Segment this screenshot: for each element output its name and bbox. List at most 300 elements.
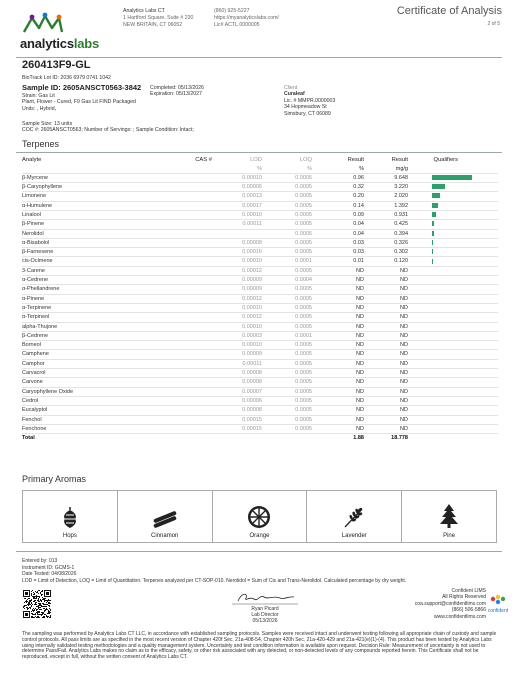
cas-cell: [140, 424, 212, 433]
lod-cell: 0.00012: [212, 313, 262, 322]
result-mg-cell: 2.020: [364, 192, 408, 201]
loq-cell: 0.0004: [262, 276, 312, 285]
entered-by: Entered by: 013: [22, 558, 58, 564]
lod-cell: [212, 229, 262, 238]
qualifier-cell: [408, 238, 498, 247]
aroma-label: Pine: [443, 533, 456, 539]
client-address2: Simsbury, CT 06089: [284, 110, 331, 117]
qualifier-cell: [408, 387, 498, 396]
result-mg-cell: 0.394: [364, 229, 408, 238]
logo-text-b: labs: [73, 36, 100, 51]
result-pct-cell: ND: [312, 294, 364, 303]
result-mg-cell: ND: [364, 396, 408, 405]
lod-cell: 0.00009: [212, 276, 262, 285]
loq-cell: 0.0005: [262, 369, 312, 378]
page-number: 2 of 5: [487, 21, 500, 27]
cas-cell: [140, 378, 212, 387]
table-row: [22, 396, 498, 405]
disclaimer: The sampling was performed by Analytics Labs CT LLC, in accordance with established sampling protocols. Samples were received intact and underwent testing following all appropriate chain of custody and sample control protocols. All pass limits are as specified in the most recent version of Chapter 420f Sec. 21a-408-54, Chapter 420h Sec. 21a-420-429 and 21a-421(e)(1)-(4). This product has been tested by Analytics Labs using internally validated testing methodologies and a quality management system. Uncertainty and test condition information is available upon request. Decision Rule: Measurement of uncertainty is not used to determine Pass/Fail. Analytics Labs makes no claim as to the efficacy, safety, or other risk associated with any detected, or non-detected levels of any compounds reported herein. This Certificate shall not be reproduced, except in full, without the written consent of Analytics Labs CT.: [22, 631, 497, 661]
loq-cell: 0.0005: [262, 266, 312, 275]
lab-address-block: [123, 8, 193, 29]
signature: [230, 590, 300, 605]
loq-cell: 0.0005: [262, 378, 312, 387]
lims-rights: All Rights Reserved: [442, 594, 486, 601]
loq-cell: 0.0005: [262, 424, 312, 433]
cinnamon-icon: [151, 507, 179, 529]
result-pct-cell: ND: [312, 313, 364, 322]
loq-cell: 0.0005: [262, 201, 312, 210]
table-row: [22, 313, 498, 322]
batch-id: 260413F9-GL: [22, 59, 91, 71]
analyte-cell: Camphor: [22, 359, 140, 368]
cas-cell: [140, 387, 212, 396]
result-mg-cell: ND: [364, 294, 408, 303]
col-loq: LOQ: [299, 157, 312, 163]
loq-cell: 0.0005: [262, 313, 312, 322]
result-mg-cell: ND: [364, 341, 408, 350]
aromas-panel: [22, 490, 497, 543]
lab-address2: NEW BRITAIN, CT 06052: [123, 22, 183, 28]
result-mg-cell: 0.120: [364, 257, 408, 266]
lod-cell: 0.00008: [212, 238, 262, 247]
analyte-cell: Carvone: [22, 378, 140, 387]
result-mg-cell: 0.326: [364, 238, 408, 247]
table-row: [22, 415, 498, 424]
analyte-cell: β-Myrcene: [22, 173, 140, 182]
result-mg-cell: 0.302: [364, 248, 408, 257]
table-row: [22, 378, 498, 387]
cas-cell: [140, 415, 212, 424]
total-label: Total: [22, 434, 140, 443]
lab-contact-block: [214, 8, 279, 29]
analyte-cell: β-Farnesene: [22, 248, 140, 257]
analyte-cell: alpha-Thujone: [22, 322, 140, 331]
sample-id: Sample ID: 2605ANSCT0563-3842: [22, 83, 142, 92]
analyte-cell: α-Cedrene: [22, 276, 140, 285]
aroma-lavender: [307, 491, 402, 542]
lod-cell: 0.00015: [212, 424, 262, 433]
qualifier-cell: [408, 201, 498, 210]
result-pct-cell: ND: [312, 341, 364, 350]
expiration-date: Expiration: 05/13/2027: [150, 91, 202, 98]
qualifier-cell: [408, 248, 498, 257]
unit-cell: %: [257, 165, 262, 172]
loq-cell: 0.0005: [262, 387, 312, 396]
cas-cell: [140, 406, 212, 415]
loq-cell: 0.0005: [262, 248, 312, 257]
lab-web[interactable]: https://myanalyticslabs.com/: [214, 15, 279, 21]
qualifier-cell: [408, 406, 498, 415]
aroma-label: Hops: [62, 533, 77, 539]
result-mg-cell: ND: [364, 387, 408, 396]
result-mg-cell: ND: [364, 424, 408, 433]
client-block: [284, 85, 335, 117]
result-bar: [432, 221, 434, 226]
col-lod: LOD: [250, 157, 262, 163]
qualifier-cell: [408, 229, 498, 238]
table-row: [22, 406, 498, 415]
result-bar: [432, 193, 440, 198]
analyte-cell: Fenchone: [22, 424, 140, 433]
result-pct-cell: ND: [312, 331, 364, 340]
empty-cell: [212, 434, 262, 443]
cas-cell: [140, 359, 212, 368]
result-bar: [432, 203, 438, 208]
lims-name: Confident LIMS: [451, 588, 486, 594]
loq-cell: 0.0005: [262, 210, 312, 219]
result-pct-cell: ND: [312, 359, 364, 368]
analyte-cell: Eucalyptol: [22, 406, 140, 415]
cas-cell: [140, 183, 212, 192]
client-address1: 34 Hopmeadow St: [284, 104, 327, 111]
qualifier-cell: [408, 350, 498, 359]
qualifier-cell: [408, 322, 498, 331]
loq-cell: 0.0005: [262, 396, 312, 405]
lavender-icon: [342, 505, 366, 529]
lod-cell: 0.00015: [212, 415, 262, 424]
empty-cell: [140, 434, 212, 443]
sample-meta: [22, 121, 194, 134]
cas-cell: [140, 313, 212, 322]
aroma-orange: [213, 491, 308, 542]
result-mg-cell: ND: [364, 406, 408, 415]
qualifier-cell: [408, 183, 498, 192]
lod-cell: 0.00006: [212, 396, 262, 405]
lab-address1: 1 Hartford Square, Suite # 230: [123, 15, 194, 21]
cas-cell: [140, 201, 212, 210]
cas-cell: [140, 322, 212, 331]
result-pct-cell: ND: [312, 322, 364, 331]
signer-block: [230, 606, 300, 624]
result-mg-cell: 0.931: [364, 210, 408, 219]
qualifier-cell: [408, 192, 498, 201]
result-pct-cell: 0.01: [312, 257, 364, 266]
cas-cell: [140, 396, 212, 405]
analyte-cell: Carvacrol: [22, 369, 140, 378]
loq-cell: 0.0005: [262, 406, 312, 415]
loq-cell: 0.0005: [262, 229, 312, 238]
analyte-cell: β-Pinene: [22, 220, 140, 229]
instrument-id: Instrument ID: GCMS-1: [22, 564, 75, 571]
client-name: Curaleaf: [284, 91, 305, 98]
loq-cell: 0.0005: [262, 192, 312, 201]
qr-code[interactable]: [22, 589, 52, 619]
lod-cell: 0.00008: [212, 369, 262, 378]
aroma-label: Orange: [249, 533, 270, 539]
result-pct-cell: 0.04: [312, 229, 364, 238]
lims-email[interactable]: coa.support@confidentlims.com: [414, 600, 486, 607]
dates-block: [150, 85, 204, 98]
cas-cell: [140, 238, 212, 247]
analyticslabs-logo: [20, 36, 99, 51]
table-row: [22, 192, 498, 201]
cas-cell: [140, 210, 212, 219]
table-header-row: [22, 157, 498, 165]
cas-cell: [140, 266, 212, 275]
qualifier-cell: [408, 210, 498, 219]
table-row: [22, 266, 498, 275]
cas-cell: [140, 220, 212, 229]
client-label: Client: [284, 85, 298, 91]
total-mg: 18.778: [364, 434, 408, 443]
lims-block: [378, 588, 486, 620]
cas-cell: [140, 350, 212, 359]
result-mg-cell: ND: [364, 415, 408, 424]
qualifier-cell: [408, 276, 498, 285]
total-row: [22, 434, 498, 443]
loq-cell: 0.0001: [262, 257, 312, 266]
result-mg-cell: ND: [364, 313, 408, 322]
result-pct-cell: ND: [312, 303, 364, 312]
result-pct-cell: ND: [312, 415, 364, 424]
lod-cell: 0.00010: [212, 341, 262, 350]
cas-cell: [140, 192, 212, 201]
result-pct-cell: ND: [312, 396, 364, 405]
cas-cell: [140, 331, 212, 340]
loq-cell: 0.0005: [262, 173, 312, 182]
footer-divider: [16, 551, 502, 552]
lims-phone: (866) 506-5866: [451, 607, 486, 614]
analyte-cell: Cedrol: [22, 396, 140, 405]
result-pct-cell: ND: [312, 276, 364, 285]
result-pct-cell: 0.04: [312, 220, 364, 229]
analyte-cell: α-Bisabolol: [22, 238, 140, 247]
table-row: [22, 322, 498, 331]
lab-phone: (860) 925-5227: [214, 8, 250, 14]
loq-cell: 0.0005: [262, 341, 312, 350]
table-row: [22, 369, 498, 378]
lod-cell: 0.00011: [212, 359, 262, 368]
unit-cell: [140, 165, 212, 174]
loq-cell: 0.0005: [262, 220, 312, 229]
analyte-cell: Fenchol: [22, 415, 140, 424]
result-pct-cell: ND: [312, 266, 364, 275]
coc-info: COC #: 2605ANSCT0563; Number of Servings: ; Sample Condition: Intact;: [22, 127, 194, 134]
analyte-cell: Borneol: [22, 341, 140, 350]
lod-cell: 0.00017: [212, 201, 262, 210]
unit-cell: [408, 165, 498, 174]
logo-text-a: analytics: [20, 36, 74, 51]
aroma-pine: [402, 491, 496, 542]
lod-cell: 0.00009: [212, 285, 262, 294]
qualifier-cell: [408, 415, 498, 424]
analyte-cell: Caryophyllene Oxide: [22, 387, 140, 396]
signer-title: Lab Director: [251, 612, 279, 618]
completed-date: Completed: 05/13/2026: [150, 85, 204, 91]
result-mg-cell: ND: [364, 369, 408, 378]
lab-name: Analytics Labs CT: [123, 8, 165, 14]
result-mg-cell: 1.392: [364, 201, 408, 210]
result-pct-cell: ND: [312, 387, 364, 396]
table-row: [22, 424, 498, 433]
analyte-cell: α-Humulene: [22, 201, 140, 210]
lod-cell: 0.00008: [212, 406, 262, 415]
lab-license: Lic# ACTL.0000005: [214, 22, 260, 28]
cas-cell: [140, 257, 212, 266]
result-bar: [432, 249, 433, 254]
lod-cell: 0.00010: [212, 257, 262, 266]
aroma-cinnamon: [118, 491, 213, 542]
total-pct: 1.88: [312, 434, 364, 443]
table-row: [22, 210, 498, 219]
cas-cell: [140, 248, 212, 257]
col-qualifiers: Qualifiers: [433, 157, 458, 163]
analyte-cell: cis-Ocimene: [22, 257, 140, 266]
loq-cell: 0.0005: [262, 294, 312, 303]
analyte-cell: Nerolidol: [22, 229, 140, 238]
sample-size: Sample Size: 13 units: [22, 121, 73, 127]
table-row: [22, 248, 498, 257]
biotrack-lot: BioTrack Lot ID: 2036 6979 0741 1042: [22, 75, 111, 81]
lod-cell: 0.00010: [212, 303, 262, 312]
result-mg-cell: ND: [364, 378, 408, 387]
analyte-cell: β-Cedrene: [22, 331, 140, 340]
result-mg-cell: 3.220: [364, 183, 408, 192]
result-pct-cell: ND: [312, 350, 364, 359]
table-row: [22, 220, 498, 229]
footer-meta: [22, 558, 406, 584]
units: Units: , Hybrid,: [22, 105, 57, 112]
result-pct-cell: 0.20: [312, 192, 364, 201]
aroma-label: Cinnamon: [151, 533, 179, 539]
loq-cell: 0.0005: [262, 359, 312, 368]
cas-cell: [140, 276, 212, 285]
table-row: [22, 229, 498, 238]
qualifier-cell: [408, 424, 498, 433]
table-row: [22, 294, 498, 303]
lod-cell: 0.00013: [212, 192, 262, 201]
loq-cell: 0.0005: [262, 183, 312, 192]
header-divider: [16, 57, 502, 58]
result-mg-cell: ND: [364, 266, 408, 275]
table-row: [22, 387, 498, 396]
result-pct-cell: 0.03: [312, 248, 364, 257]
cas-cell: [140, 229, 212, 238]
result-mg-cell: ND: [364, 303, 408, 312]
table-row: [22, 350, 498, 359]
cas-cell: [140, 285, 212, 294]
confident-logo-text: confident: [487, 608, 509, 614]
result-pct-cell: 0.32: [312, 183, 364, 192]
result-pct-cell: ND: [312, 406, 364, 415]
lod-cell: 0.00012: [212, 266, 262, 275]
qualifier-cell: [408, 173, 498, 182]
result-mg-cell: ND: [364, 350, 408, 359]
result-pct-cell: 0.09: [312, 210, 364, 219]
col-analyte: Analyte: [22, 157, 42, 163]
result-mg-cell: ND: [364, 276, 408, 285]
lod-cell: 0.00011: [212, 220, 262, 229]
qualifier-cell: [408, 303, 498, 312]
unit-cell: %: [359, 165, 364, 172]
lod-cell: 0.00010: [212, 322, 262, 331]
cas-cell: [140, 369, 212, 378]
lod-cell: 0.00006: [212, 183, 262, 192]
lod-cell: 0.00007: [212, 387, 262, 396]
col-result-mg: Result: [391, 157, 408, 163]
signer-name: Ryan Picard: [251, 606, 279, 612]
terpenes-table: [22, 157, 498, 442]
qualifier-cell: [408, 341, 498, 350]
table-row: [22, 341, 498, 350]
terpenes-divider: [16, 152, 502, 153]
table-row: [22, 359, 498, 368]
lod-cell: 0.00016: [212, 248, 262, 257]
analyte-cell: α-Phellandrene: [22, 285, 140, 294]
lod-cell: 0.00008: [212, 378, 262, 387]
result-mg-cell: ND: [364, 331, 408, 340]
legend-text: LOD = Limit of Detection, LOQ = Limit of Quantitation. Terpenes analyzed per CT-SOP-010. Nerolidol = Sum of Cis and Trans-Nerolidol. Calculated percentage by dry weight.: [22, 577, 407, 584]
table-row: [22, 331, 498, 340]
result-bar: [432, 231, 434, 236]
empty-cell: [262, 434, 312, 443]
cas-cell: [140, 341, 212, 350]
result-bar: [432, 212, 436, 217]
confident-logo: [484, 592, 512, 616]
result-bar: [432, 240, 433, 245]
result-pct-cell: 0.96: [312, 173, 364, 182]
terpenes-title: Terpenes: [22, 139, 60, 149]
lod-cell: 0.00010: [212, 210, 262, 219]
result-pct-cell: 0.03: [312, 238, 364, 247]
result-pct-cell: ND: [312, 369, 364, 378]
table-row: [22, 276, 498, 285]
aromas-title: Primary Aromas: [22, 474, 87, 484]
orange-icon: [247, 505, 271, 529]
qualifier-cell: [408, 359, 498, 368]
result-bar: [432, 259, 433, 264]
col-cas: CAS #: [195, 157, 212, 163]
unit-cell: [22, 165, 140, 174]
strain: Strain: Gas Lit: [22, 93, 55, 99]
result-pct-cell: ND: [312, 424, 364, 433]
result-mg-cell: ND: [364, 359, 408, 368]
analyte-cell: α-Terpineol: [22, 313, 140, 322]
result-mg-cell: ND: [364, 322, 408, 331]
loq-cell: 0.0005: [262, 238, 312, 247]
empty-cell: [408, 434, 498, 443]
result-mg-cell: ND: [364, 285, 408, 294]
table-row: [22, 183, 498, 192]
analyte-cell: 3-Carene: [22, 266, 140, 275]
qualifier-cell: [408, 285, 498, 294]
result-pct-cell: 0.14: [312, 201, 364, 210]
col-result-pct: Result: [347, 157, 364, 163]
sample-details: [22, 93, 136, 112]
result-bar: [432, 184, 445, 189]
analyte-cell: Linalool: [22, 210, 140, 219]
result-pct-cell: ND: [312, 378, 364, 387]
analyte-cell: β-Caryophyllene: [22, 183, 140, 192]
qualifier-cell: [408, 369, 498, 378]
loq-cell: 0.0001: [262, 331, 312, 340]
lims-web[interactable]: www.confidentlims.com: [434, 613, 486, 620]
analyticslabs-logo-icon: [22, 12, 64, 34]
pine-icon: [438, 503, 460, 529]
unit-cell: mg/g: [395, 165, 408, 172]
qualifier-cell: [408, 294, 498, 303]
analyte-cell: α-Pinene: [22, 294, 140, 303]
loq-cell: 0.0005: [262, 350, 312, 359]
sign-date: 05/13/2026: [252, 618, 278, 624]
hops-icon: [60, 505, 80, 529]
qualifier-cell: [408, 378, 498, 387]
qualifier-cell: [408, 220, 498, 229]
lod-cell: 0.00010: [212, 173, 262, 182]
loq-cell: 0.0005: [262, 285, 312, 294]
result-pct-cell: ND: [312, 285, 364, 294]
result-mg-cell: 0.425: [364, 220, 408, 229]
